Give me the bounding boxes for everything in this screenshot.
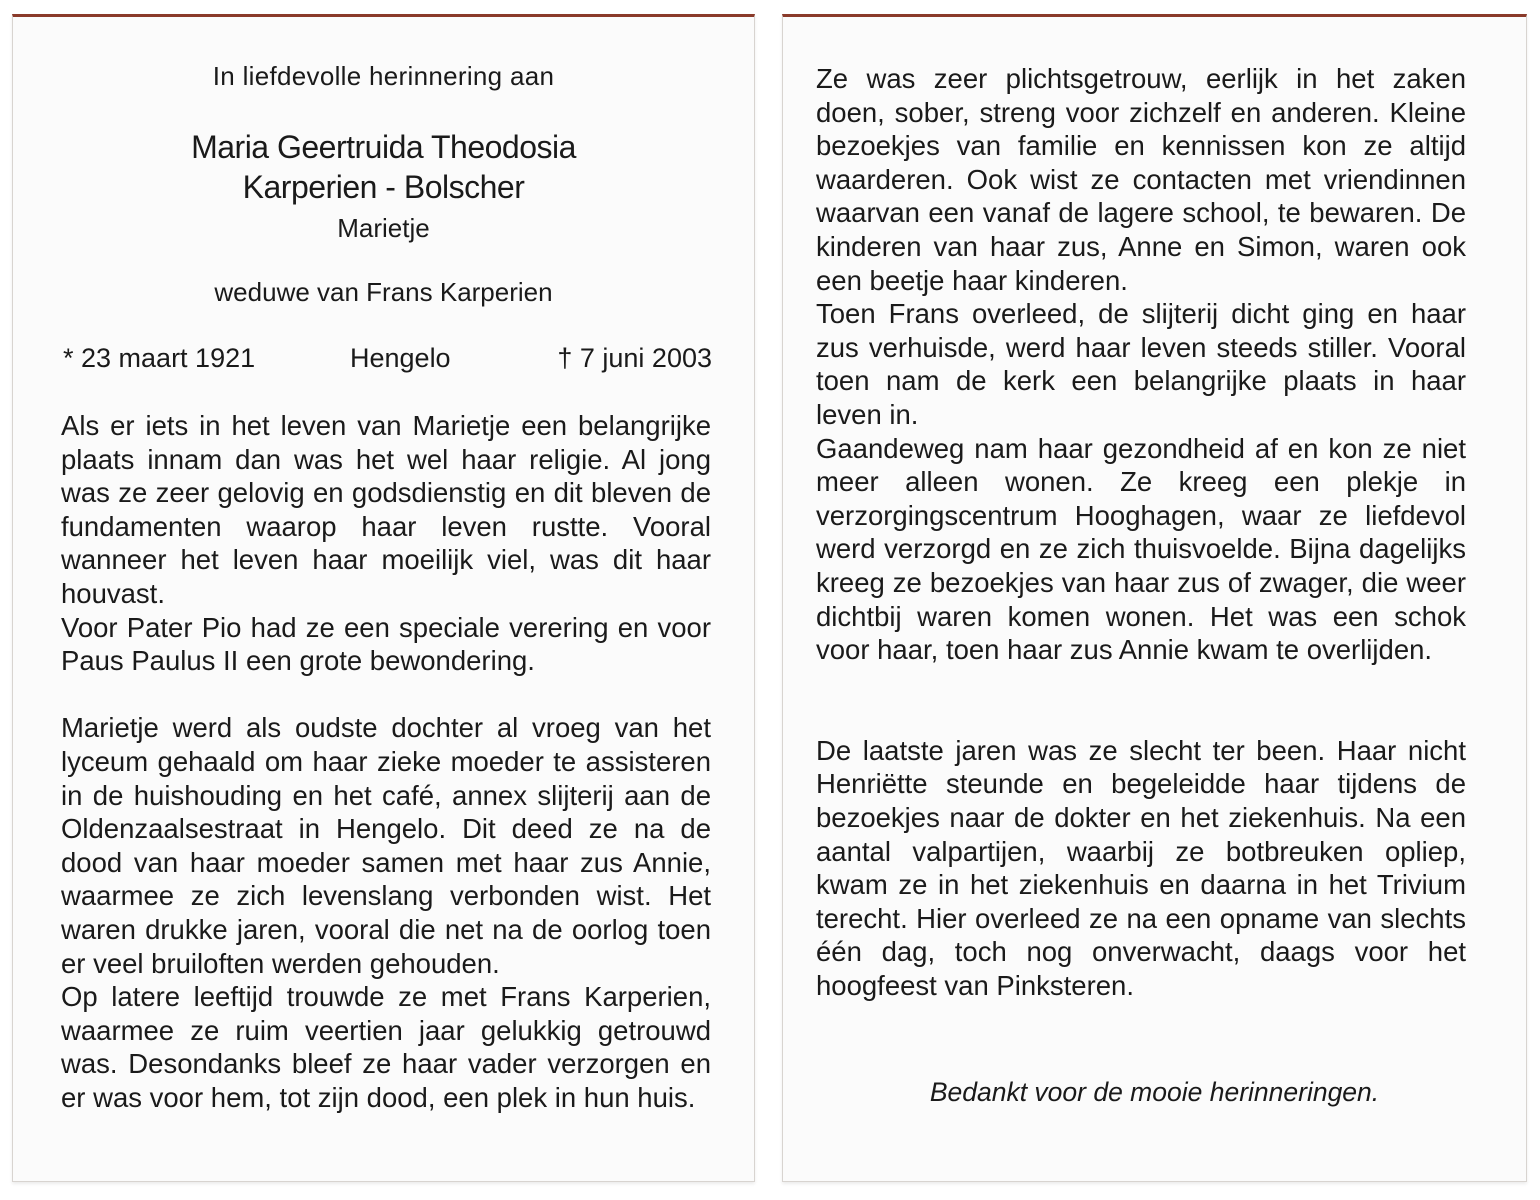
birth-date: * 23 maart 1921: [63, 343, 256, 373]
paragraph-marriage: Op latere leeftijd trouwde ze met Frans Karperien, waarmee ze ruim veertien jaar gelukkig getrouwd was. Desondanks bleef ze haar vader verzorgen en er was voor hem, tot zijn dood, een plek in hun huis.: [61, 981, 711, 1113]
closing-thanks: Bedankt voor de mooie herinneringen.: [929, 1077, 1380, 1107]
paragraph-care-home: Gaandeweg nam haar gezondheid af en kon ze niet meer alleen wonen. Ze kreeg een plekje in verzorgingscentrum Hooghagen, waar ze liefdevol werd verzorgd en ze zich thuisvoelde. Bijna dagelijks kreeg ze bezoekjes van haar zus of zwager, die weer dichtbij waren komen wonen. Het was een schok voor haar, toen haar zus Annie kwam te overlijden.: [816, 432, 1466, 666]
paragraph-early-life: Marietje werd als oudste dochter al vroeg van het lyceum gehaald om haar zieke moeder te assisteren in de huishouding en het café, annex slijterij aan de Oldenzaalsestraat in Hengelo. Dit deed ze na de dood van haar moeder samen met haar zus Annie, waarmee ze zich levenslang verbonden wist. Het waren drukke jaren, vooral die net na de oorlog toen er veel bruiloften werden gehouden.: [61, 712, 711, 979]
paragraph-gap: [816, 700, 1466, 734]
paragraph-religion: Als er iets in het leven van Marietje een belangrijke plaats innam dan was het wel haar religie. Al jong was ze zeer gelovig en godsdienstig en dit bleven de fundamenten waarop haar leven rustte. Vooral wanneer het leven haar moeilijk viel, was dit haar houvast.: [61, 410, 711, 609]
widow-of-line: weduwe van Frans Karperien: [214, 277, 553, 307]
paragraph-gap: [61, 678, 711, 712]
full-name-line1: Maria Geertruida Theodosia: [191, 129, 576, 165]
place-name: Hengelo: [350, 343, 451, 373]
left-body-text: [61, 409, 711, 1114]
death-date: † 7 juni 2003: [557, 343, 712, 373]
paragraph-quieter-life: Toen Frans overleed, de slijterij dicht ging en haar zus verhuisde, werd haar leven steeds stiller. Vooral toen nam de kerk een belangrijke plaats in haar leven in.: [816, 298, 1466, 430]
full-name-line2: Karperien - Bolscher: [242, 169, 525, 205]
paragraph-character: Ze was zeer plichtsgetrouw, eerlijk in het zaken doen, sober, streng voor zichzelf en anderen. Kleine bezoekjes van familie en kennissen kon ze altijd waarderen. Ook wist ze contacten met vriendinnen waarvan een vanaf de lagere school, te bewaren. De kinderen van haar zus, Anne en Simon, waren ook een beetje haar kinderen.: [816, 63, 1466, 296]
paragraph-gap: [816, 667, 1466, 701]
nickname: Marietje: [337, 213, 430, 243]
intro-line: In liefdevolle herinnering aan: [212, 61, 555, 91]
paragraph-last-years: De laatste jaren was ze slecht ter been. Haar nicht Henriëtte steunde en begeleidde haar tijdens de bezoekjes naar de dokter en het ziekenhuis. Na een aantal valpartijen, waarbij ze botbreuken opliep, kwam ze in het ziekenhuis en daarna in het Trivium terecht. Hier overleed ze na een opname van slechts één dag, toch nog onverwacht, daags voor het hoogfeest van Pinksteren.: [816, 734, 1466, 1002]
memorial-card-left: [12, 14, 755, 1182]
right-body-text: [816, 62, 1466, 1003]
memorial-card-right: [782, 14, 1527, 1182]
paragraph-pater-pio: Voor Pater Pio had ze een speciale verering en voor Paus Paulus II een grote bewondering.: [61, 611, 711, 677]
